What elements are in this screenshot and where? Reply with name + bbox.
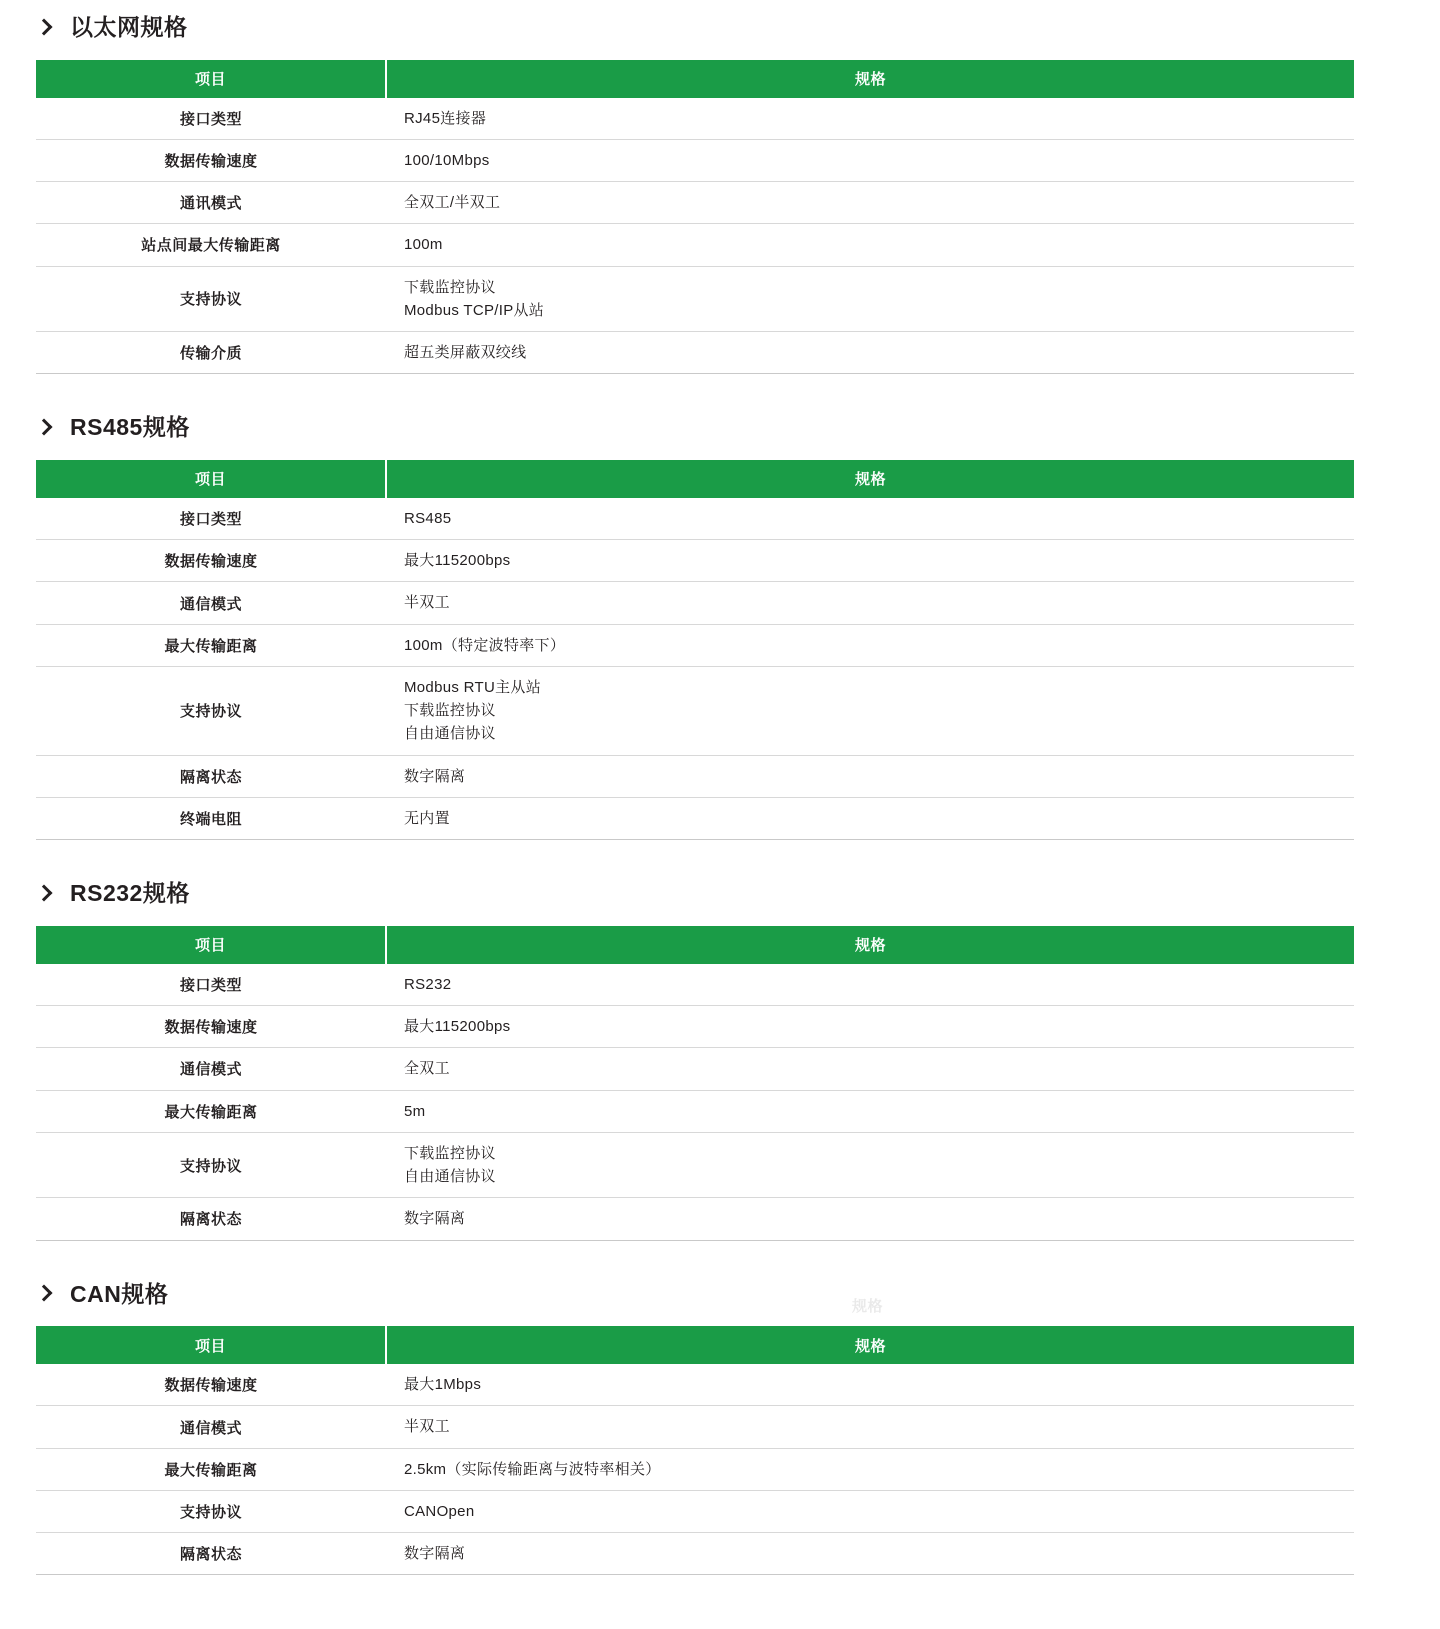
row-label: 支持协议: [36, 666, 386, 755]
row-label: 最大传输距离: [36, 1448, 386, 1490]
row-value: [386, 224, 1354, 266]
value-line: RJ45连接器: [404, 109, 487, 127]
value-line: 超五类屏蔽双绞线: [404, 344, 527, 362]
column-header-item: 项目: [36, 60, 386, 98]
value-line: 自由通信协议: [404, 1168, 496, 1186]
row-label: 通讯模式: [36, 182, 386, 224]
chevron-right-icon: [36, 417, 54, 439]
value-line: 最大1Mbps: [404, 1376, 482, 1394]
table-row: [36, 224, 1354, 266]
row-label: 传输介质: [36, 332, 386, 374]
table-row: [36, 755, 1354, 797]
table-row: [36, 582, 1354, 624]
section-heading-rs232: [36, 880, 1404, 908]
row-value: [386, 1448, 1354, 1490]
row-label: 最大传输距离: [36, 624, 386, 666]
row-label: 接口类型: [36, 964, 386, 1006]
watermark-text: 规格: [852, 1297, 884, 1315]
row-label: 支持协议: [36, 1490, 386, 1532]
row-label: 接口类型: [36, 498, 386, 540]
spec-table-can: [36, 1326, 1354, 1575]
row-label: 数据传输速度: [36, 1006, 386, 1048]
value-line: 5m: [404, 1102, 426, 1120]
row-value: [386, 1198, 1354, 1240]
table-row: [36, 666, 1354, 755]
table-row: [36, 1006, 1354, 1048]
row-value: [386, 98, 1354, 140]
row-label: 数据传输速度: [36, 1364, 386, 1406]
table-row: [36, 266, 1354, 332]
column-header-item: 项目: [36, 926, 386, 964]
spec-table-rs232: [36, 926, 1354, 1241]
row-value: [386, 139, 1354, 181]
row-label: 支持协议: [36, 266, 386, 332]
table-row: [36, 98, 1354, 140]
row-label: 通信模式: [36, 582, 386, 624]
chevron-right-icon: [36, 883, 54, 905]
row-label: 终端电阻: [36, 797, 386, 839]
table-row: [36, 540, 1354, 582]
row-value: [386, 266, 1354, 332]
value-line: 数字隔离: [404, 1545, 466, 1563]
row-value: [386, 1490, 1354, 1532]
value-line: 数字隔离: [404, 1210, 466, 1228]
row-value: [386, 1364, 1354, 1406]
table-row: [36, 1198, 1354, 1240]
row-value: [386, 755, 1354, 797]
row-value: [386, 964, 1354, 1006]
row-label: 数据传输速度: [36, 139, 386, 181]
table-row: [36, 182, 1354, 224]
value-line: 全双工/半双工: [404, 194, 501, 212]
spec-table-ethernet: [36, 60, 1354, 375]
row-label: 通信模式: [36, 1406, 386, 1448]
value-line: 2.5km（实际传输距离与波特率相关）: [404, 1460, 661, 1478]
value-line: 无内置: [404, 809, 450, 827]
value-line: Modbus RTU主从站: [404, 678, 541, 696]
table-row: [36, 1490, 1354, 1532]
row-value: [386, 1090, 1354, 1132]
table-row: [36, 1448, 1354, 1490]
section-rs485: [36, 414, 1404, 840]
value-line: RS232: [404, 975, 452, 993]
row-value: [386, 1132, 1354, 1198]
section-ethernet: [36, 14, 1404, 374]
row-value: [386, 1006, 1354, 1048]
row-value: [386, 1533, 1354, 1575]
row-value: [386, 1406, 1354, 1448]
table-row: [36, 498, 1354, 540]
table-row: [36, 797, 1354, 839]
row-label: 最大传输距离: [36, 1090, 386, 1132]
table-row: [36, 332, 1354, 374]
value-line: 半双工: [404, 594, 450, 612]
section-title-text: CAN规格: [70, 1280, 169, 1307]
section-title-text: RS485规格: [70, 414, 190, 441]
section-heading-ethernet: [36, 14, 1404, 42]
row-value: [386, 182, 1354, 224]
table-row: [36, 1090, 1354, 1132]
value-line: 100/10Mbps: [404, 151, 490, 169]
value-line: RS485: [404, 509, 452, 527]
table-row: [36, 1132, 1354, 1198]
column-header-spec: 规格: [386, 60, 1354, 98]
row-value: [386, 332, 1354, 374]
value-line: 100m: [404, 236, 443, 254]
value-line: 全双工: [404, 1060, 450, 1078]
row-label: 接口类型: [36, 98, 386, 140]
value-line: Modbus TCP/IP从站: [404, 301, 545, 319]
chevron-right-icon: [36, 1283, 54, 1305]
spec-table-rs485: [36, 460, 1354, 840]
column-header-spec: 规格: [386, 460, 1354, 498]
row-value: [386, 797, 1354, 839]
row-value: [386, 624, 1354, 666]
row-label: 隔离状态: [36, 1198, 386, 1240]
value-line: 下载监控协议: [404, 1144, 496, 1162]
value-line: 数字隔离: [404, 767, 466, 785]
row-label: 站点间最大传输距离: [36, 224, 386, 266]
table-row: [36, 1406, 1354, 1448]
row-value: [386, 666, 1354, 755]
table-header-row: [36, 460, 1354, 498]
section-can: [36, 1281, 1404, 1576]
row-label: 隔离状态: [36, 755, 386, 797]
value-line: 半双工: [404, 1418, 450, 1436]
row-label: 通信模式: [36, 1048, 386, 1090]
table-row: [36, 964, 1354, 1006]
value-line: 下载监控协议: [404, 278, 496, 296]
table-header-row: [36, 1326, 1354, 1364]
row-value: [386, 582, 1354, 624]
table-row: [36, 1048, 1354, 1090]
column-header-spec: 规格: [386, 926, 1354, 964]
value-line: CANOpen: [404, 1502, 475, 1520]
section-title-text: RS232规格: [70, 880, 190, 907]
table-row: [36, 139, 1354, 181]
table-row: [36, 624, 1354, 666]
row-label: 数据传输速度: [36, 540, 386, 582]
column-header-item: 项目: [36, 1326, 386, 1364]
section-rs232: [36, 880, 1404, 1240]
chevron-right-icon: [36, 17, 54, 39]
section-heading-rs485: [36, 414, 1404, 442]
section-title-text: 以太网规格: [70, 14, 188, 40]
value-line: 最大115200bps: [404, 552, 511, 570]
row-value: [386, 1048, 1354, 1090]
table-header-row: [36, 60, 1354, 98]
column-header-spec: 规格: [386, 1326, 1354, 1364]
column-header-item: 项目: [36, 460, 386, 498]
value-line: 100m（特定波特率下）: [404, 636, 566, 654]
row-value: [386, 498, 1354, 540]
value-line: 自由通信协议: [404, 725, 496, 743]
table-row: [36, 1533, 1354, 1575]
table-row: [36, 1364, 1354, 1406]
row-value: [386, 540, 1354, 582]
value-line: 最大115200bps: [404, 1018, 511, 1036]
section-heading-can: [36, 1281, 1404, 1309]
row-label: 隔离状态: [36, 1533, 386, 1575]
table-header-row: [36, 926, 1354, 964]
value-line: 下载监控协议: [404, 702, 496, 720]
row-label: 支持协议: [36, 1132, 386, 1198]
